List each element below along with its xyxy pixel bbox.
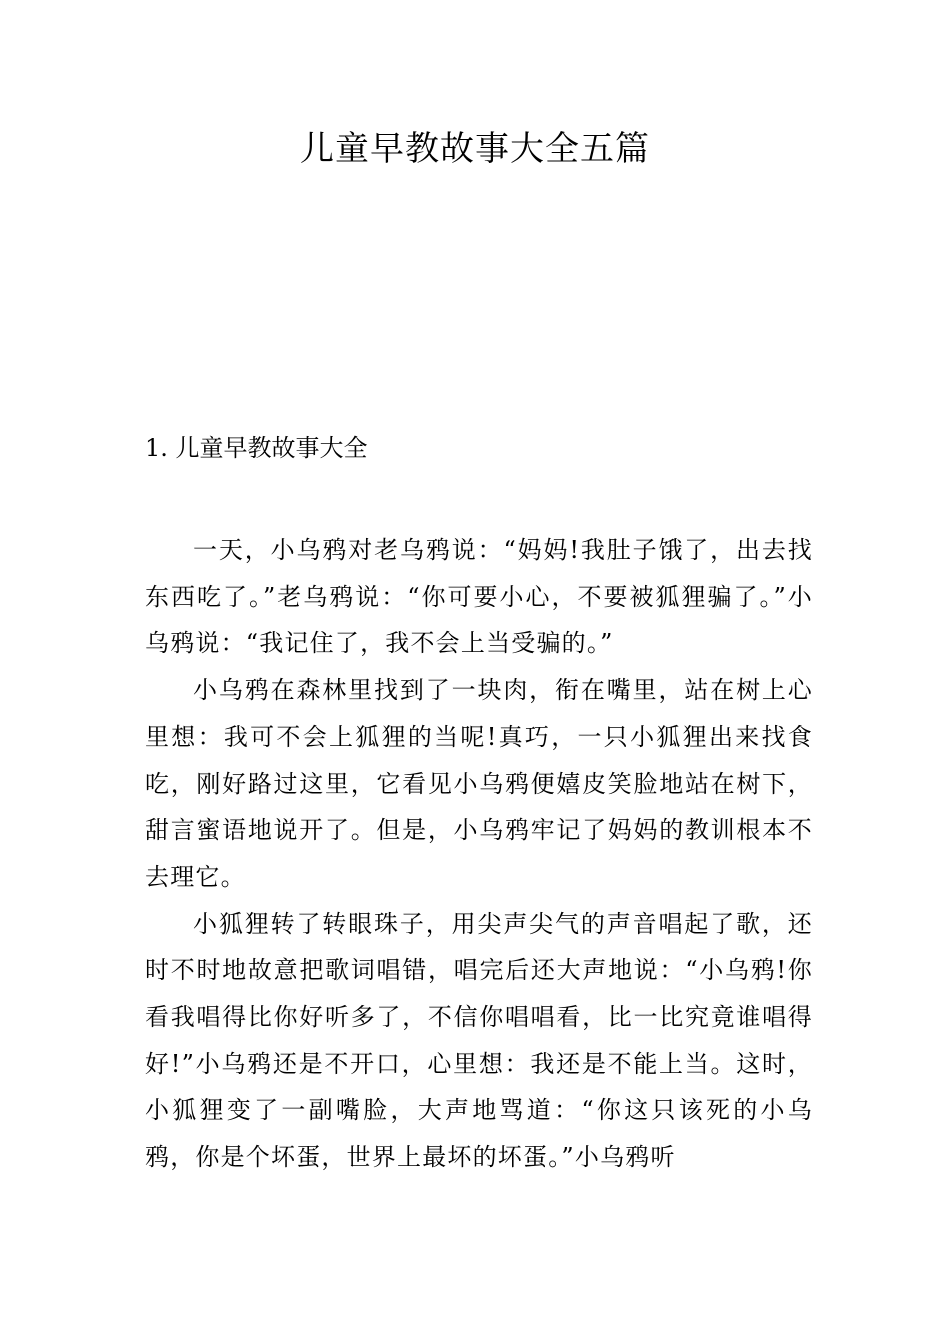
story-paragraph: 一天，小乌鸦对老乌鸦说：“妈妈!我肚子饿了，出去找东西吃了。”老乌鸦说：“你可要小心，不要被狐狸骗了。”小乌鸦说：“我记住了，我不会上当受骗的。” (145, 536, 813, 658)
document-title: 儿童早教故事大全五篇 (300, 129, 650, 169)
story-paragraph: 小乌鸦在森林里找到了一块肉，衔在嘴里，站在树上心里想：我可不会上狐狸的当呢!真巧，一只小狐狸出来找食吃，刚好路过这里，它看见小乌鸦便嬉皮笑脸地站在树下，甜言蜜语地说开了。但是，小乌鸦牢记了妈妈的教训根本不去理它。 (145, 676, 813, 891)
section-heading: 1. 儿童早教故事大全 (145, 434, 368, 462)
story-paragraph: 小狐狸转了转眼珠子，用尖声尖气的声音唱起了歌，还时不时地故意把歌词唱错，唱完后还大声地说：“小乌鸦!你看我唱得比你好听多了，不信你唱唱看，比一比究竟谁唱得好!”小乌鸦还是不开口，心里想：我还是不能上当。这时，小狐狸变了一副嘴脸，大声地骂道：“你这只该死的小乌鸦，你是个坏蛋，世界上最坏的坏蛋。”小乌鸦听 (145, 909, 813, 1172)
story-body (145, 527, 813, 1181)
